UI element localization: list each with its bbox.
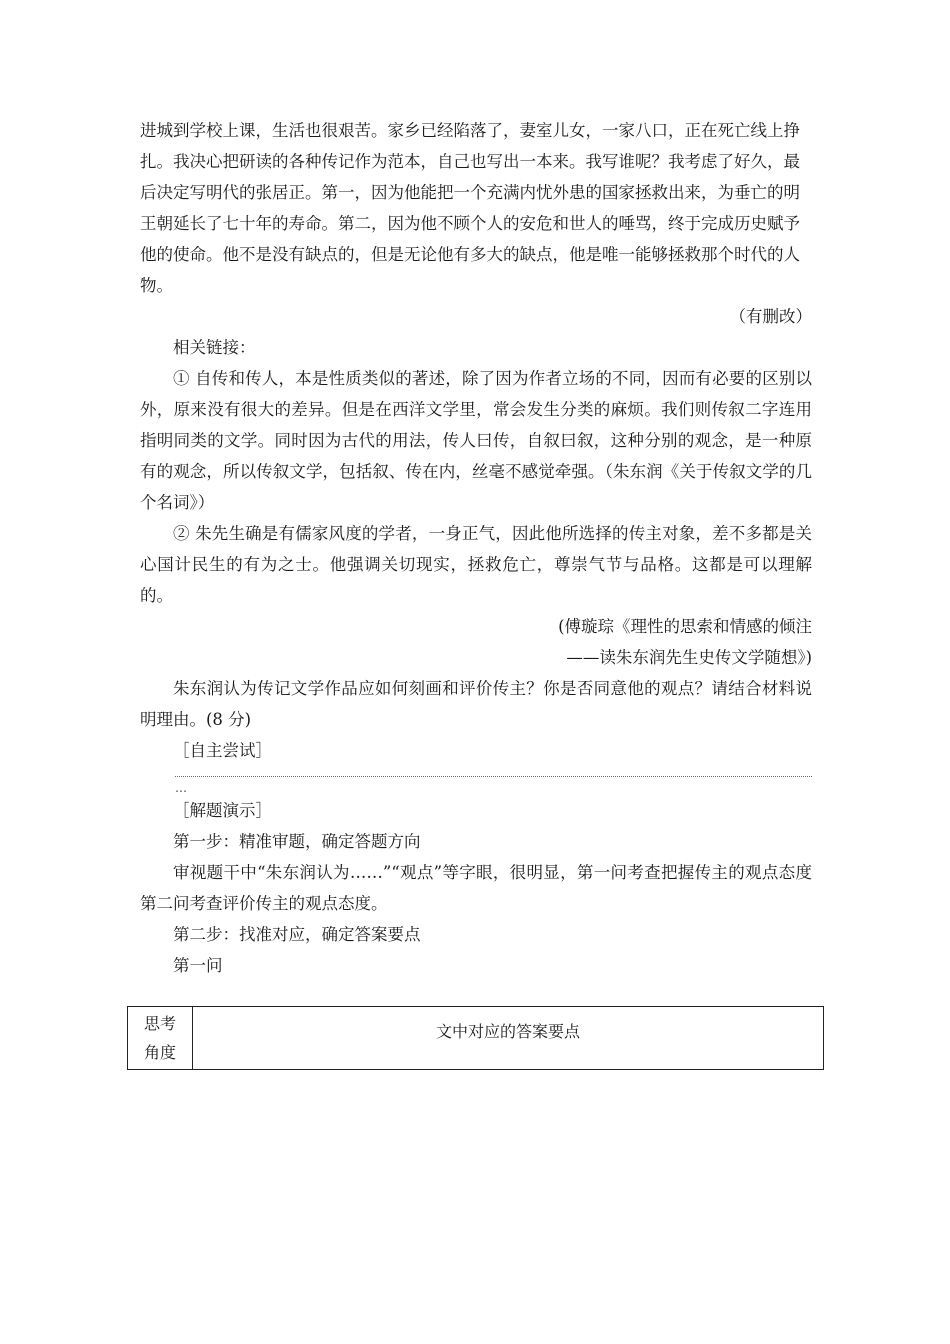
table-header-angle [128, 1007, 193, 1070]
passage-line: 扎。我决心把研读的各种传记作为范本，自己也写出一本来。我写谁呢？我考虑了好久，最 [140, 152, 800, 171]
answer-table [127, 1006, 824, 1070]
self-try-label: ［自主尝试］ [173, 741, 272, 760]
passage-line: 王朝延长了七十年的寿命。第二，因为他不顾个人的安危和世人的唾骂，终于完成历史赋予 [140, 214, 800, 233]
solution-heading: ［解题演示］ [173, 801, 272, 820]
passage-line: 他的使命。他不是没有缺点的，但是无论他有多大的缺点，他是唯一能够拯救那个时代的人 [140, 245, 800, 264]
document-page [140, 115, 812, 981]
step1-title: 第一步：精准审题，确定答题方向 [173, 832, 421, 851]
question-text: 朱东润认为传记文学作品应如何刻画和评价传主？你是否同意他的观点？请结合材料说明理由。(8 分) [140, 679, 812, 729]
step2-title: 第二步：找准对应，确定答案要点 [173, 925, 421, 944]
passage-line: 后决定写明代的张居正。第一，因为他能把一个充满内忧外患的国家拯救出来，为垂亡的明 [140, 183, 800, 202]
passage-line: 物。 [140, 276, 173, 295]
sub-question-label: 第一问 [173, 956, 223, 975]
answer-continuation: … [175, 781, 187, 795]
table-header-points: 文中对应的答案要点 [193, 1007, 824, 1070]
table-row [128, 1007, 824, 1070]
source-note: （有删改） [729, 307, 812, 326]
answer-line[interactable] [175, 776, 812, 777]
step1-body: 审视题干中“朱东润认为……”“观点”等字眼，很明显，第一问考查把握传主的观点态度第二问考查评价传主的观点态度。 [140, 863, 812, 913]
link-item-1: ① 自传和传人，本是性质类似的著述，除了因为作者立场的不同，因而有必要的区别以外，原来没有很大的差异。但是在西洋文学里，常会发生分类的麻烦。我们则传叙二字连用指明同类的文学。同时因为古代的用法，传人曰传，自叙曰叙，这种分别的观念，是一种原有的观念，所以传叙文学，包括叙、传在内，丝毫不感觉牵强。（朱东润《关于传叙文学的几个名词》） [140, 369, 812, 512]
passage-line: 进城到学校上课，生活也很艰苦。家乡已经陷落了，妻室儿女，一家八口，正在死亡线上挣 [140, 121, 800, 140]
link-item-2: ② 朱先生确是有儒家风度的学者，一身正气，因此他所选择的传主对象，差不多都是关心国计民生的有为之士。他强调关切现实，拯救危亡，尊崇气节与品格。这都是可以理解的。 [140, 524, 812, 605]
citation-line-2: ——读朱东润先生史传文学随想》) [566, 648, 812, 667]
header-angle-line1: 思考 [143, 1014, 176, 1033]
citation-line-1: (傅璇琮《理性的思索和情感的倾注 [558, 617, 812, 636]
header-angle-line2: 角度 [143, 1043, 176, 1062]
links-heading: 相关链接： [173, 338, 256, 357]
